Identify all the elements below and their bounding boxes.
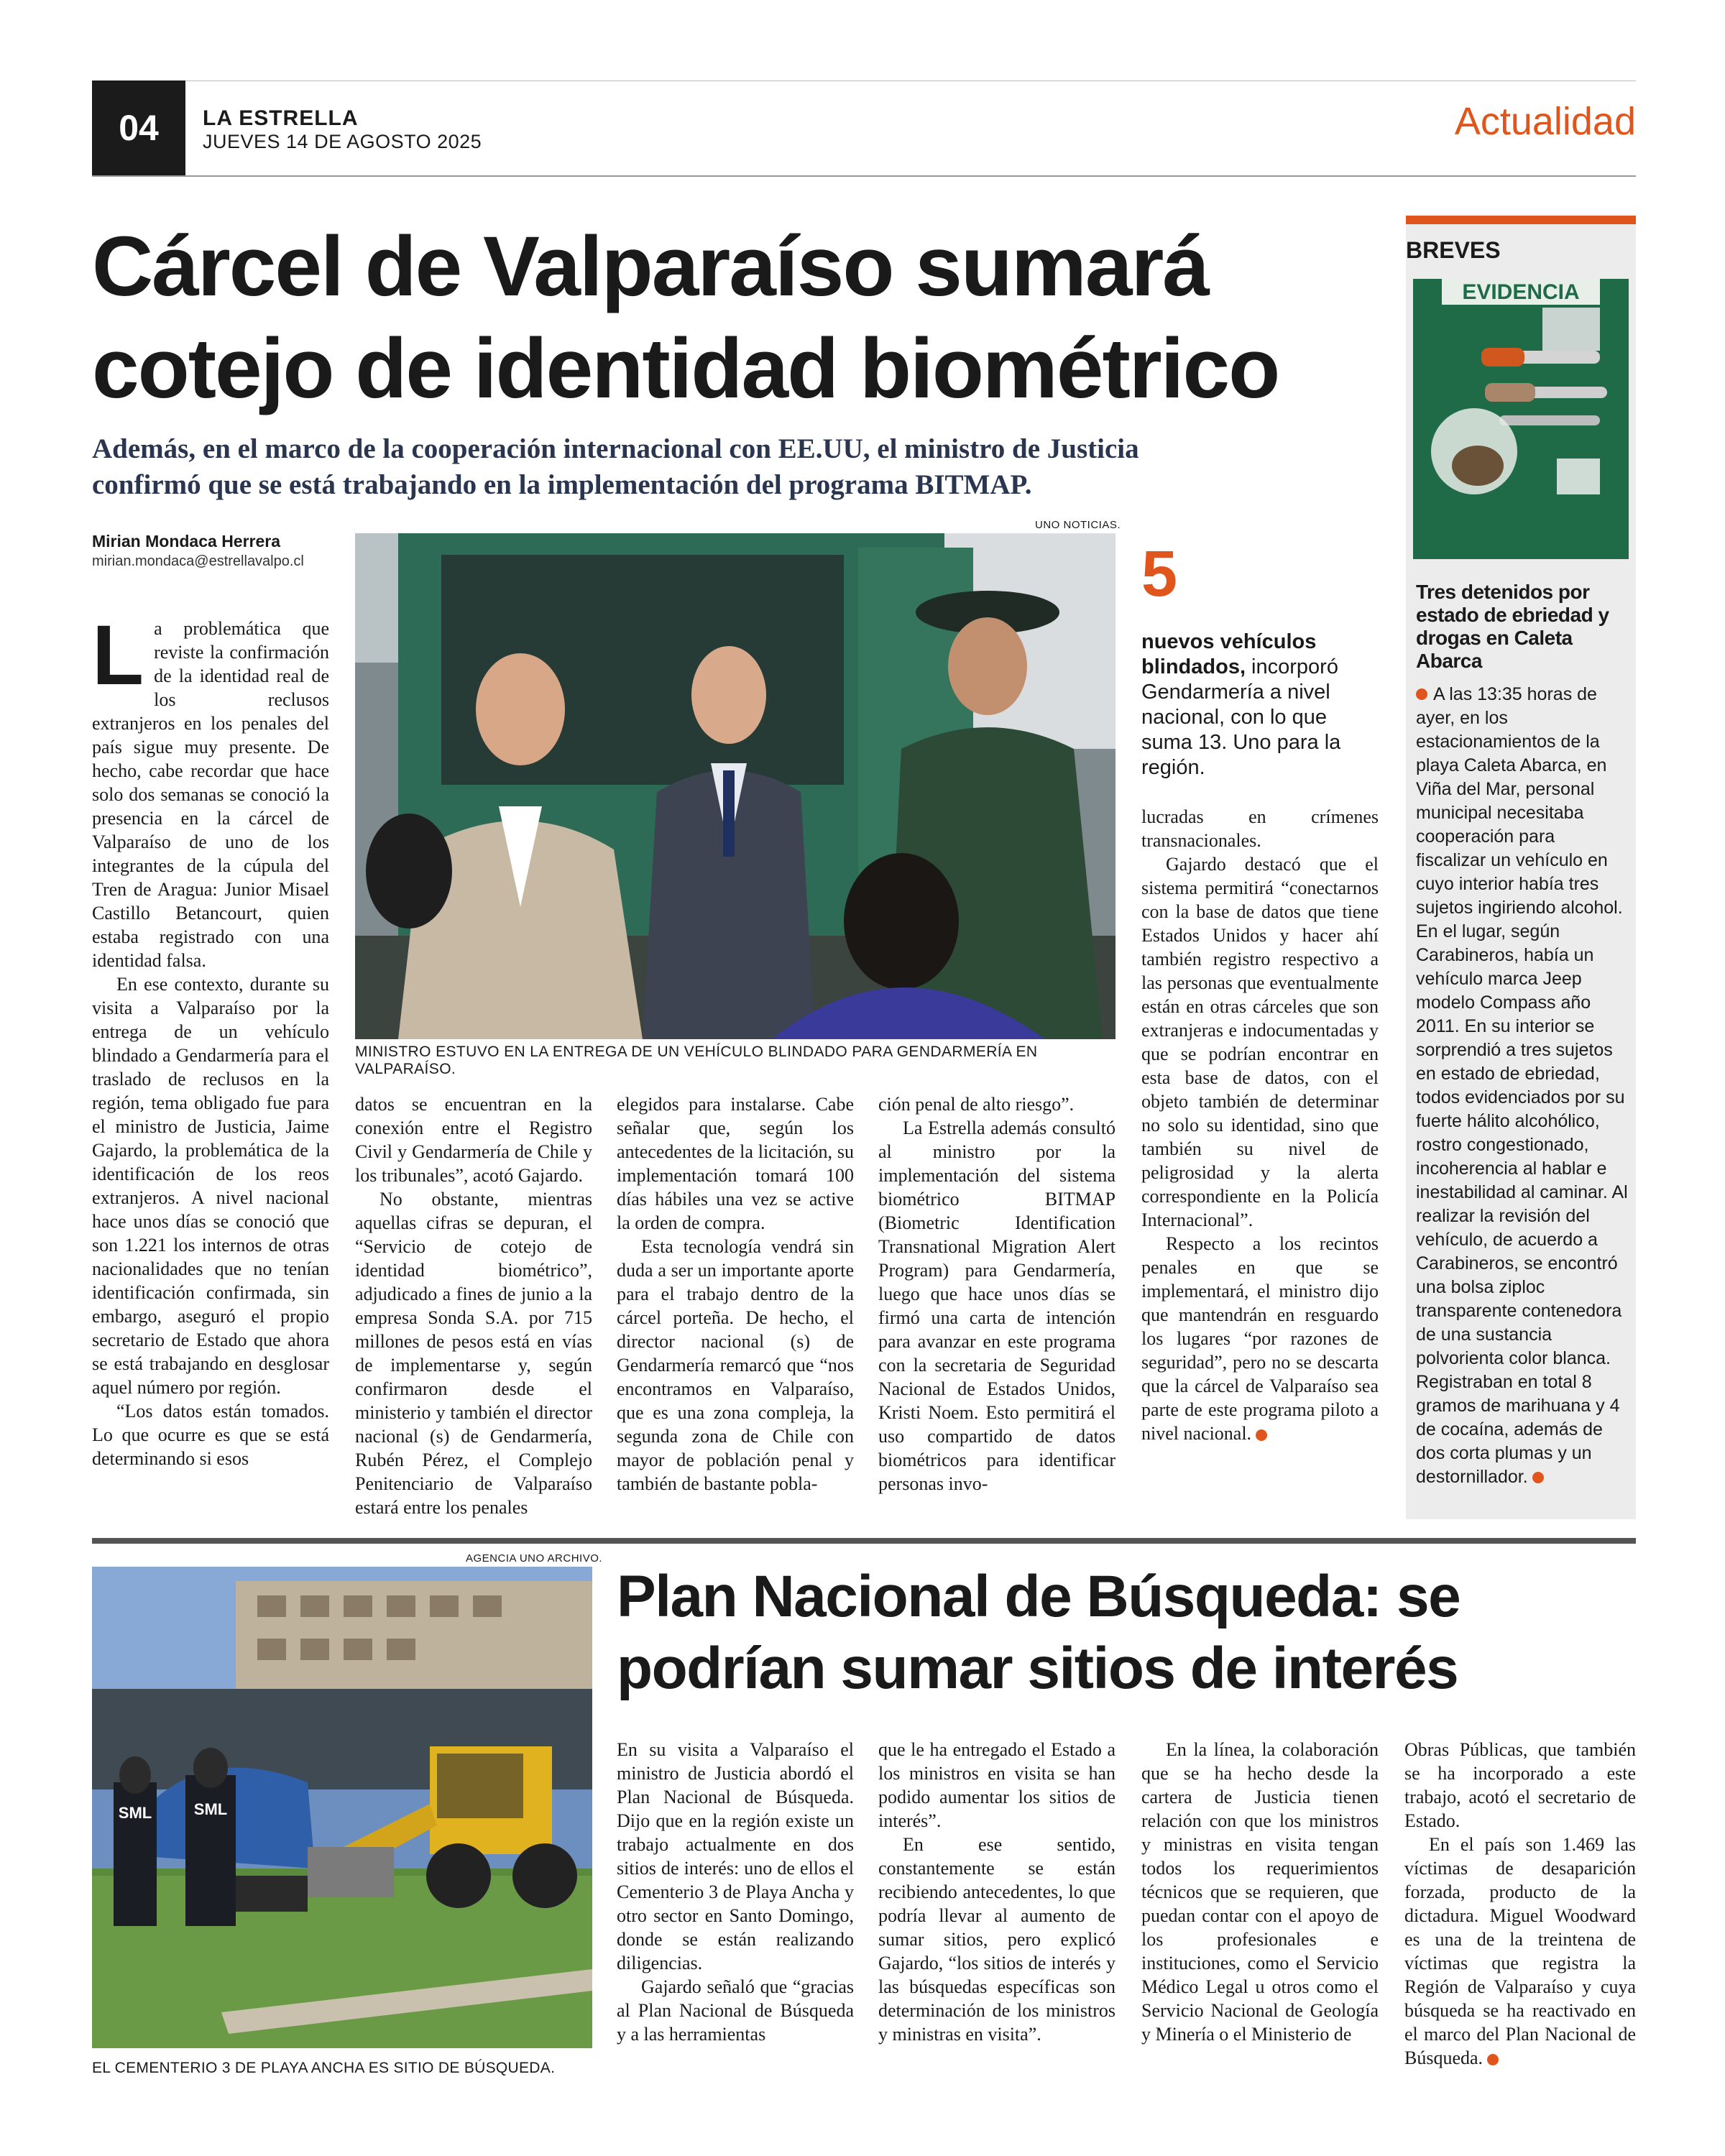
stat-text-bold: nuevos vehículos blindados, (1141, 630, 1317, 678)
second-col4-para2: En el país son 1.469 las víctimas de desaparición forzada, producto de la dictadura. Miguel Woodward es una de la treintena de víctimas que registra la Región de Valparaíso y cuya búsqueda se ha reactivado en el marco del Plan Nacional de Búsqueda. (1404, 1834, 1636, 2068)
main-headline-line2: cotejo de identidad biométrico (92, 321, 1279, 416)
main-column-5 (1141, 805, 1379, 1445)
sidebar-headline: Tres detenidos por estado de ebriedad y drogas en Caleta Abarca (1416, 581, 1609, 672)
page-number: 04 (92, 80, 185, 175)
sidebar-body: A las 13:35 horas de ayer, en los estacionamientos de la playa Caleta Abarca, en Viña del Mar, personal municipal necesitaba cooperación para fiscalizar un vehículo en cuyo interior había tres sujetos ingiriendo alcohol. En el lugar, según Carabineros, había un vehículo marca Jeep modelo Compass año 2011. En su interior se sorprendió a tres sujetos en estado de ebriedad, todos evidenciados por su fuerte hálito alcohólico, rostro congestionado, incoherencia al hablar e inestabilidad al caminar. Al realizar la revisión del vehículo, de acuerdo a Carabineros, se encontró una bolsa ziploc transparente contenedora de una sustancia polvorienta color blanca. Registraban en total 8 gramos de marihuana y 4 de cocaína, además de dos corta plumas y un destornillador. (1416, 684, 1628, 1487)
main-col1-para1: La problemática que reviste la confirmación de la identidad real de los reclusos extranjeros en los penales del país sigue muy presente. De hecho, cabe recordar que hace solo dos semanas se conoció la presencia en la cárcel de Valparaíso de uno de los integrantes de la cúpula del Tren de Aragua: Junior Misael Castillo Betancourt, quien estaba registrado con una identidad falsa. (92, 608, 329, 971)
main-deck-line1: Además, en el marco de la cooperación internacional con EE.UU, el ministro de Justicia (92, 433, 1139, 464)
sidebar-title: BREVES (1406, 237, 1501, 263)
header-rule (92, 175, 1636, 177)
second-headline-line2: podrían sumar sitios de interés (617, 1636, 1458, 1701)
sidebar-photo (1413, 279, 1629, 559)
main-col2-para1: datos se encuentran en la conexión entre el Registro Civil y Gendarmería de Chile y los tribunales”, acotó Gajardo. (355, 1094, 592, 1186)
byline: Mirian Mondaca Herrera (92, 532, 281, 550)
main-column-3 (617, 1092, 854, 1496)
second-column-3 (1141, 1738, 1379, 2046)
end-mark-icon (1256, 1429, 1267, 1441)
main-col3-para2: Esta tecnología vendrá sin duda a ser un importante aporte para el trabajo dentro de la cárcel porteña. De hecho, el director nacional (s) de Gendarmería remarcó que “nos encontramos en Valparaíso, que es una zona compleja, la segunda zona de Chile con mayor de población penal y también de bastante pobla- (617, 1236, 854, 1494)
second-col1-para2: Gajardo señaló que “gracias al Plan Nacional de Búsqueda y a las herramientas (617, 1976, 854, 2045)
top-rule (185, 80, 1636, 81)
section-label: Actualidad (1454, 100, 1636, 143)
second-col4-para1: Obras Públicas, que también se ha incorporado a este trabajo, acotó el secretario de Estado. (1404, 1739, 1636, 1831)
main-column-4 (878, 1092, 1116, 1496)
second-col2-para2: En ese sentido, constantemente se están recibiendo antecedentes, lo que podría llevar al aumento de sumar sitios, pero explicó Gajardo, “los sitios de interés y las búsquedas específicas son determinación de los ministros y ministras en visita”. (878, 1834, 1116, 2045)
main-deck-line2: confirmó que se está trabajando en la implementación del programa BITMAP. (92, 469, 1032, 500)
evidence-photo-illustration (1413, 279, 1629, 559)
end-mark-icon (1487, 2054, 1499, 2065)
second-col2-para1: que le ha entregado el Estado a los ministros en visita se han podido aumentar los sitios de interés”. (878, 1739, 1116, 1831)
stat-text-rest: incorporó Gendarmería a nivel nacional, con lo que suma 13. Uno para la región. (1141, 655, 1341, 779)
second-headline-line1: Plan Nacional de Búsqueda: se (617, 1564, 1460, 1629)
main-column-2 (355, 1092, 592, 1519)
paper-date: JUEVES 14 DE AGOSTO 2025 (203, 131, 482, 152)
second-photo-credit: AGENCIA UNO ARCHIVO. (466, 1552, 603, 1565)
main-column-1 (92, 608, 329, 1470)
main-photo (355, 533, 1116, 1039)
main-headline-line1: Cárcel de Valparaíso sumará (92, 219, 1209, 314)
main-col5-para1: lucradas en crímenes transnacionales. (1141, 806, 1379, 851)
second-column-1 (617, 1738, 854, 2046)
main-col1-para2: En ese contexto, durante su visita a Valparaíso por la entrega de un vehículo blindado a Gendarmería para el traslado de reclusos en la región, tema obligado fue para el ministro de Justicia, Jaime Gajardo, la problemática de la identificación de los reos extranjeros. A nivel nacional hace unos días se conoció que son 1.221 los internos de otras nacionalidades que no tenían identificación confirmada, sin embargo, aseguró el propio secretario de Estado que ahora se está trabajando en desglosar aquel número por región. (92, 974, 329, 1398)
main-col5-para2: Gajardo destacó que el sistema permitirá “conectarnos con la base de datos que tiene Estados Unidos y hacer ahí también registro respectivo a las personas que eventualmente están en otras cárceles que son extranjeras e indocumentadas y que se podrían encontrar en esta base de datos, con el objeto también de determinar no solo su identidad, sino que también su nivel de peligrosidad y la alerta correspondiente en la Policía Internacional”. (1141, 854, 1379, 1230)
main-photo-illustration (355, 533, 1116, 1039)
main-col4-para2: La Estrella además consultó al ministro por la implementación del sistema biométrico BITMAP (Biometric Identification Transnational Migration Alert Program) para Gendarmería, luego que hace unos días se firmó una carta de intención para avanzar en este programa con la secretaria de Seguridad Nacional de Estados Unidos, Kristi Noem. Esto permitirá el uso compartido de datos biométricos para identificar personas invo- (878, 1118, 1116, 1494)
main-col3-para1: elegidos para instalarse. Cabe señalar que, según los antecedentes de la licitación, su implementación tomará 100 días hábiles una vez se active la orden de compra. (617, 1094, 854, 1233)
stat-text (1141, 630, 1379, 780)
vest-label-2: SML (193, 1800, 228, 1818)
main-col5-para3: Respecto a los recintos penales en que se implementará, el ministro dijo que mantendrán en resguardo los lugares “por razones de seguridad”, pero no se descarta que la cárcel de Valparaíso sea parte de este programa piloto a nivel nacional. (1141, 1233, 1379, 1444)
second-col1-para1: En su visita a Valparaíso el ministro de Justicia abordó el Plan Nacional de Búsqueda. Dijo que en la región existe un trabajo actualmente en dos sitios de interés: uno de ellos el Cementerio 3 de Playa Ancha y otro sector en Santo Domingo, donde se están realizando diligencias. (617, 1739, 854, 1973)
main-headline (92, 216, 1386, 420)
dropcap: L (92, 608, 144, 703)
second-column-4 (1404, 1738, 1636, 2070)
end-mark-icon (1532, 1472, 1544, 1483)
second-column-2 (878, 1738, 1116, 2046)
second-photo (92, 1567, 592, 2048)
cemetery-photo-illustration (92, 1567, 592, 2048)
stat-number: 5 (1141, 538, 1178, 610)
vest-label-1: SML (118, 1804, 152, 1822)
section-separator (92, 1538, 1636, 1544)
paper-name: LA ESTRELLA (203, 106, 359, 130)
bullet-dot-icon (1416, 688, 1427, 700)
byline-email: mirian.mondaca@estrellavalpo.cl (92, 553, 304, 569)
sidebar-accent-bar (1406, 216, 1636, 224)
main-col2-para2: No obstante, mientras aquellas cifras se depuran, el “Servicio de cotejo de identidad biométrico”, adjudicado a fines de junio a la empresa Sonda S.A. por 715 millones de pesos está en vías de implementarse y, según confirmaron desde el ministerio y también el director nacional (s) de Gendarmería, Rubén Pérez, el Complejo Penitenciario de Valparaíso estará entre los penales (355, 1189, 592, 1518)
second-headline (617, 1561, 1637, 1705)
evidence-label: EVIDENCIA (1462, 280, 1580, 304)
main-photo-caption: MINISTRO ESTUVO EN LA ENTREGA DE UN VEHÍCULO BLINDADO PARA GENDARMERÍA EN VALPARAÍSO. (355, 1044, 1038, 1077)
main-col1-para3: “Los datos están tomados. Lo que ocurre es que se está determinando si esos (92, 1401, 329, 1469)
main-col4-para1: ción penal de alto riesgo”. (878, 1094, 1075, 1115)
main-photo-credit: UNO NOTICIAS. (1035, 519, 1121, 531)
main-deck (92, 431, 1357, 503)
second-col3-para1: En la línea, la colaboración que se ha hecho desde la cartera de Justicia tienen relación con que los ministros y ministras en visita tengan todos los requerimientos técnicos que se requieren, que puedan contar con el apoyo de los profesionales e instituciones, como el Servicio Médico Legal u otros como el Servicio Nacional de Geología y Minería o el Ministerio de (1141, 1739, 1379, 2045)
second-photo-caption: EL CEMENTERIO 3 DE PLAYA ANCHA ES SITIO DE BÚSQUEDA. (92, 2060, 556, 2076)
